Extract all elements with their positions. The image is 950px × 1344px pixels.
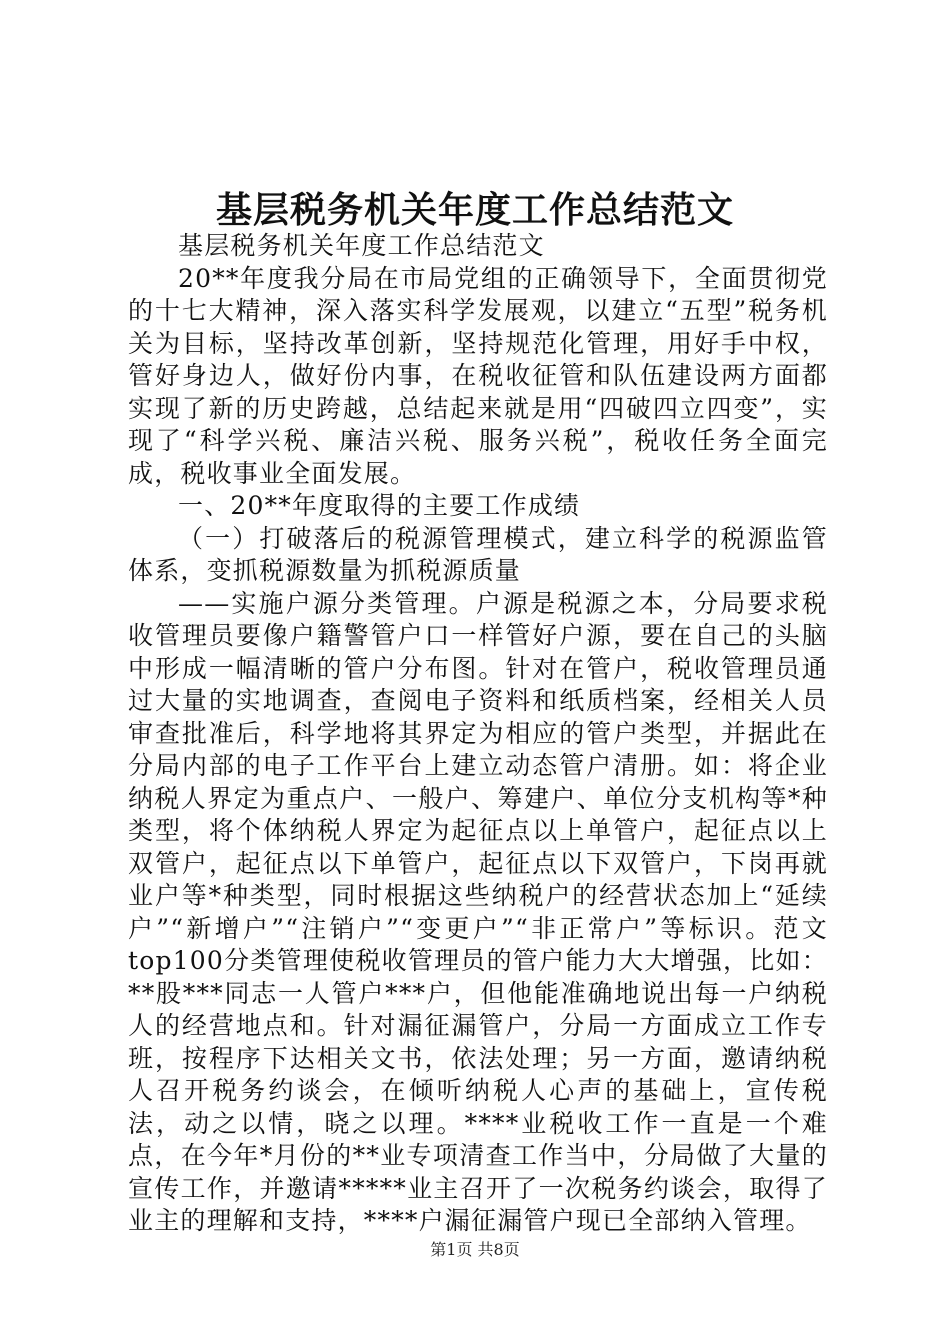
document-body xyxy=(128,230,828,1238)
document-title: 基层税务机关年度工作总结范文 xyxy=(215,189,734,231)
subtitle-paragraph: 基层税务机关年度工作总结范文 xyxy=(178,231,545,260)
page-footer: 第1页 共8页 xyxy=(430,1240,520,1259)
section-heading: 一、20**年度取得的主要工作成绩 xyxy=(178,491,581,520)
body-paragraph: ——实施户源分类管理。户源是税源之本，分局要求税收管理员要像户籍警管户口一样管好户源，要在自己的头脑中形成一幅清晰的管户分布图。针对在管户，税收管理员通过大量的实地调查，查阅电子资料和纸质档案，经相关人员审查批准后，科学地将其界定为相应的管户类型，并据此在分局内部的电子工作平台上建立动态管户清册。如：将企业纳税人界定为重点户、一般户、筹建户、单位分支机构等*种类型，将个体纳税人界定为起征点以上单管户，起征点以上双管户，起征点以下单管户，起征点以下双管户，下岗再就业户等*种类型，同时根据这些纳税户的经营状态加上“延续户”“新增户”“注销户”“变更户”“非正常户”等标识。范文top100分类管理使税收管理员的管户能力大大增强，比如：**股***同志一人管户***户，但他能准确地说出每一户纳税人的经营地点和。针对漏征漏管户，分局一方面成立工作专班，按程序下达相关文书，依法处理；另一方面，邀请纳税人召开税务约谈会，在倾听纳税人心声的基础上，宣传税法，动之以情，晓之以理。****业税收工作一直是一个难点，在今年*月份的**业专项清查工作当中，分局做了大量的宣传工作，并邀请*****业主召开了一次税务约谈会，取得了业主的理解和支持，****户漏征漏管户现已全部纳入管理。 xyxy=(128,588,828,1235)
intro-paragraph: 20**年度我分局在市局党组的正确领导下，全面贯彻党的十七大精神，深入落实科学发展观，以建立“五型”税务机关为目标，坚持改革创新，坚持规范化管理，用好手中权，管好身边人，做好份内事，在税收征管和队伍建设两方面都实现了新的历史跨越，总结起来就是用“四破四立四变”，实现了“科学兴税、廉洁兴税、服务兴税”，税收任务全面完成，税收事业全面发展。 xyxy=(128,263,828,488)
subsection-heading: （一）打破落后的税源管理模式，建立科学的税源监管体系，变抓税源数量为抓税源质量 xyxy=(128,523,828,585)
